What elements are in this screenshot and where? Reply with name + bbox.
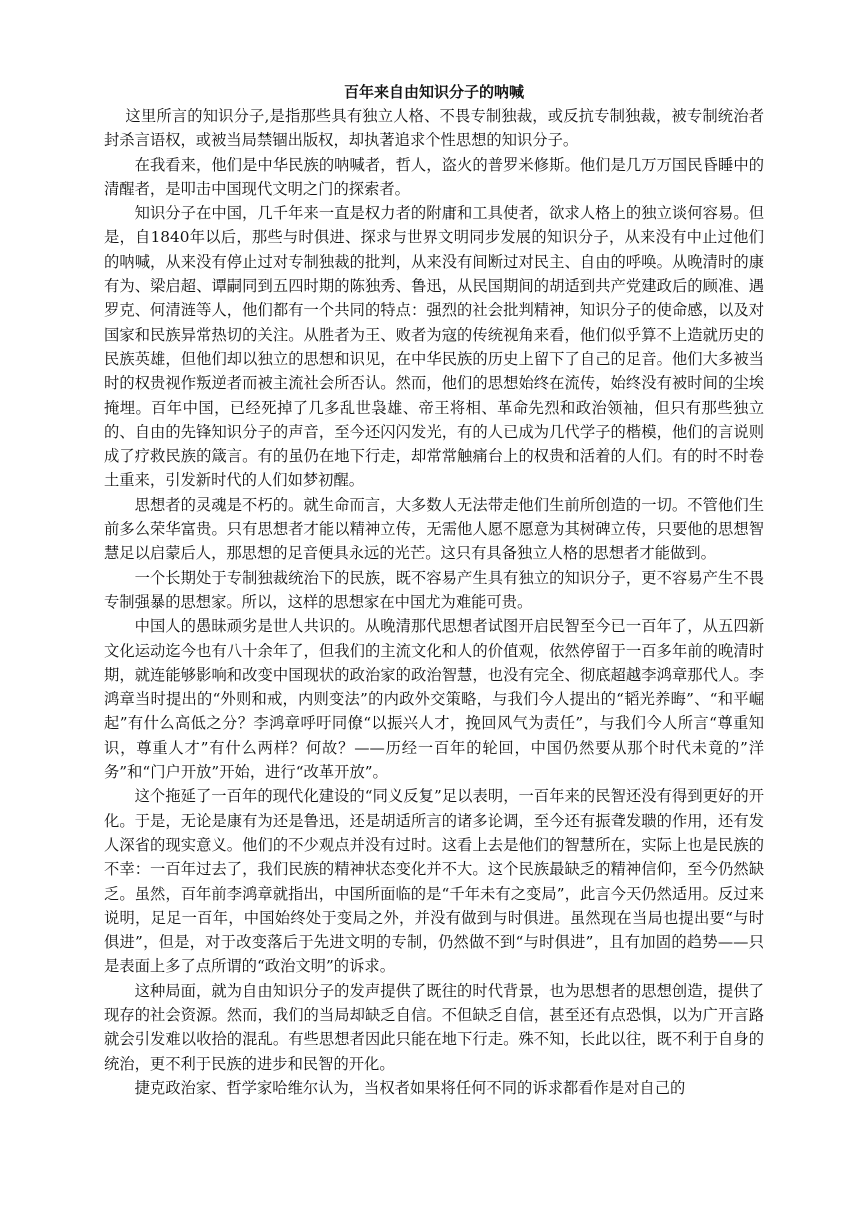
paragraph-2: 在我看来，他们是中华民族的呐喊者，哲人，盗火的普罗米修斯。他们是几万万国民昏睡中的清醒者，是叩击中国现代文明之门的探索者。: [104, 155, 764, 198]
paragraph-8: 这种局面，就为自由知识分子的发声提供了既往的时代背景，也为思想者的思想创造，提供了现存的社会资源。然而，我们的当局却缺乏自信。不但缺乏自信，甚至还有点恐惧，以为广开言路就会引发难以收拾的混乱。有些思想者因此只能在地下行走。殊不知，长此以往，既不利于自身的统治，更不利于民族的进步和民智的开化。: [104, 981, 764, 1073]
paragraph-7: 这个拖延了一百年的现代化建设的“同义反复”足以表明，一百年来的民智还没有得到更好的开化。于是，无论是康有为还是鲁迅，还是胡适所言的诸多论调，至今还有振聋发聩的作用，还有发人深省的现实意义。他们的不少观点并没有过时。这看上去是他们的智慧所在，实际上也是民族的不幸：一百年过去了，我们民族的精神状态变化并不大。这个民族最缺乏的精神信仰，至今仍然缺乏。虽然，百年前李鸿章就指出，中国所面临的是“千年未有之变局”，此言今天仍然适用。反过来说明，足足一百年，中国始终处于变局之外，并没有做到与时俱进。虽然现在当局也提出要“与时俱进”，但是，对于改变落后于先进文明的专制，仍然做不到“与时俱进”，且有加固的趋势——只是表面上多了点所谓的“政治文明”的诉求。: [104, 787, 764, 976]
document-body: [104, 80, 764, 1100]
paragraph-6: 中国人的愚昧顽劣是世人共识的。从晚清那代思想者试图开启民智至今已一百年了，从五四新文化运动迄今也有八十余年了，但我们的主流文化和人的价值观，依然停留于一百多年前的晚清时期，就连能够影响和改变中国现状的政治家的政治智慧，也没有完全、彻底超越李鸿章那代人。李鸿章当时提出的“外则和戒，内则变法”的内政外交策略，与我们今人提出的“韬光养晦”、“和平崛起”有什么高低之分？李鸿章呼吁同僚“以振兴人才，挽回风气为责任”，与我们今人所言“尊重知识，尊重人才”有什么两样？何故？——历经一百年的轮回，中国仍然要从那个时代未竟的”洋务”和“门户开放”开始，进行“改革开放”。: [104, 617, 764, 782]
paragraph-9: 捷克政治家、哲学家哈维尔认为，当权者如果将任何不同的诉求都看作是对自己的: [134, 1078, 686, 1097]
paragraph-3: 知识分子在中国，几千年来一直是权力者的附庸和工具使者，欲求人格上的独立谈何容易。但是，自1840年以后，那些与时俱进、探求与世界文明同步发展的知识分子，从来没有中止过他们的呐喊，从来没有停止过对专制独裁的批判，从来没有间断过对民主、自由的呼唤。从晚清时的康有为、梁启超、谭嗣同到五四时期的陈独秀、鲁迅，从民国期间的胡适到共产党建政后的顾准、遇罗克、何清涟等人，他们都有一个共同的特点：强烈的社会批判精神，知识分子的使命感，以及对国家和民族异常热切的关注。从胜者为王、败者为寇的传统视角来看，他们似乎算不上造就历史的民族英雄，但他们却以独立的思想和识见，在中华民族的历史上留下了自己的足音。他们大多被当时的权贵视作叛逆者而被主流社会所否认。然而，他们的思想始终在流传，始终没有被时间的尘埃掩埋。百年中国，已经死掉了几多乱世袅雄、帝王将相、革命先烈和政治领袖，但只有那些独立的、自由的先锋知识分子的声音，至今还闪闪发光，有的人已成为几代学子的楷模，他们的言说则成了疗救民族的箴言。有的虽仍在地下行走，却常常触痛台上的权贵和活着的人们。有的时不时卷土重来，引发新时代的人们如梦初醒。: [104, 204, 764, 490]
paragraph-4: 思想者的灵魂是不朽的。就生命而言，大多数人无法带走他们生前所创造的一切。不管他们生前多么荣华富贵。只有思想者才能以精神立传，无需他人愿不愿意为其树碑立传，只要他的思想智慧足以启蒙后人，那思想的足音便具永远的光芒。这只有具备独立人格的思想者才能做到。: [104, 495, 764, 563]
paragraph-1: 这里所言的知识分子,是指那些具有独立人格、不畏专制独裁，或反抗专制独裁，被专制统治者封杀言语权，或被当局禁锢出版权，却执著追求个性思想的知识分子。: [104, 107, 764, 150]
document-title: 百年来自由知识分子的呐喊: [343, 83, 524, 101]
paragraph-5: 一个长期处于专制独裁统治下的民族，既不容易产生具有独立的知识分子，更不容易产生不畏专制强暴的思想家。所以，这样的思想家在中国尤为难能可贵。: [104, 568, 764, 611]
